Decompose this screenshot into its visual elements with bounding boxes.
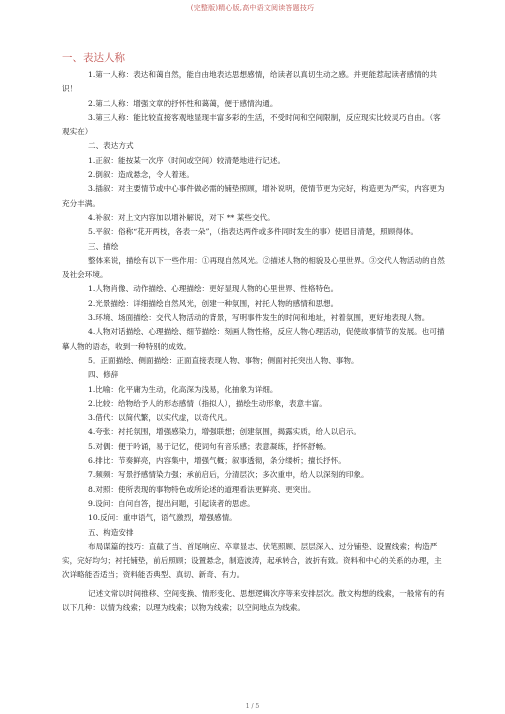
paragraph: 1.第一人称：表达和蔼自然，能自由地表达思想感情，给读者以真切生动之感。并更能惹起读者感情的共识！ <box>62 70 437 94</box>
paragraph: 4.人物对话描绘、心理描绘、细节描绘：刻画人物性格，反应人物心理活动，促使故事情节的发展。也可描摹人物的语态，收到一种特别的成效。 <box>62 327 445 351</box>
paragraph: 2.比较：给物给予人的形态感情（指拟人），描绘生动形象，表意丰富。 <box>88 398 327 408</box>
paragraph: 3.环境、场面描绘：交代人物活动的背景，写明事件发生的时间和地址，衬着氛围，更好地表现人物。 <box>88 313 430 323</box>
paragraph: 布局谋篇的技巧：直截了当、首尾响应、卒章显志、伏笔照顾、层层深入、过分铺垫、设置线索；构造严实，完好均匀；衬托铺垫，前后照顾；设置悬念，制造波涛，起承转合，波折有致。资料和中心的关系的办理，主次详略能否适当；资料能否典型、真切、新奇、有力。 <box>62 541 442 580</box>
paragraph: 2.光景描绘：详细描绘自然风光，创建一种氛围，衬托人物的感情和思想。 <box>88 298 339 308</box>
paragraph: 整体来说，描绘有以下一些作用：①再现自然风光。②描述人物的相貌及心里世界。③交代人物活动的自然及社会环境。 <box>62 255 445 280</box>
section-heading: 四、修辞 <box>88 370 119 380</box>
paragraph: 4.补叙：对上文内容加以增补解说，对下 ** 某些交代。 <box>88 212 275 222</box>
section-heading: 三、描绘 <box>88 241 119 251</box>
paragraph: 1.比喻：化平庸为生动，化高深为浅易，化抽象为详细。 <box>88 384 278 394</box>
paragraph: 1.正叙：能按某一次序（时间或空间）较清楚地进行记述。 <box>88 155 286 165</box>
section-heading: 五、构造安排 <box>88 527 134 537</box>
paragraph: 5.对偶：便于吟诵，易于记忆，使词句有音乐感；表意凝练，抒怀舒畅。 <box>88 441 331 451</box>
paragraph: 10.反问：重申语气，语气激烈，增强感情。 <box>88 513 237 523</box>
paragraph: 9.设问：自问自答，提出问题，引起读者的思虑。 <box>88 498 255 508</box>
document-body <box>62 50 446 615</box>
paragraph: 记述文常以时间推移、空间变换、情形变化、思想逻辑次序等来安排层次。散文构想的线索，一般常有的有以下几种：以情为线索；以理为线索；以物为线索；以空间地点为线索。 <box>62 588 445 612</box>
paragraph: 5．正面描绘、侧面描绘：正面直接表现人物、事物；侧面衬托突出人物、事物。 <box>88 355 359 365</box>
paragraph: 2.第二人称：增强文章的抒怀性和蔼蔼，便于感情沟通。 <box>88 98 278 108</box>
section-heading: 一、表达人称 <box>62 52 125 64</box>
document-header: (完整版)精心版,高中语文阅读答题技巧 <box>190 4 315 12</box>
paragraph: 7.频频：写景抒感情染力强；承前启后，分清层次；多次重申，给人以深刻的印象。 <box>88 470 369 480</box>
page-number: 1 / 5 <box>245 703 260 710</box>
paragraph: 3.第三人称：能比较直接客观地显现丰富多彩的生活，不受时间和空间限制，反应现实比较灵巧自由。（客观实在） <box>62 112 441 137</box>
paragraph: 3.插叙：对主要情节或中心事件做必需的铺垫照顾，增补说明，使情节更为完好，构造更为严实，内容更为充分丰满。 <box>62 184 445 208</box>
paragraph: 3.借代：以简代繁，以实代虚，以奇代凡。 <box>88 413 232 423</box>
paragraph: 2.倒叙：造成悬念，令人着迷。 <box>88 170 194 180</box>
paragraph: 1.人物肖像、动作描绘、心理描绘：更好显现人物的心里世界、性格特色。 <box>88 284 339 294</box>
paragraph: 8.对照：使所表现的事物特色或所论述的道理看法更鲜亮、更突出。 <box>88 484 316 494</box>
section-heading: 二、表达方式 <box>88 141 134 151</box>
paragraph: 5.平叙：俗称“花开两枝，各表一朵”，（指表达两件或多件同时发生的事）使眉目清楚，照顾得体。 <box>88 227 419 237</box>
paragraph: 6.排比：节奏鲜亮，内容集中，增强气概；叙事透彻，条分缕析；擅长抒怀。 <box>88 456 346 466</box>
paragraph: 4.夸张：衬托氛围，增强感染力，增强联想；创建氛围，揭露实质，给人以启示。 <box>88 427 362 437</box>
